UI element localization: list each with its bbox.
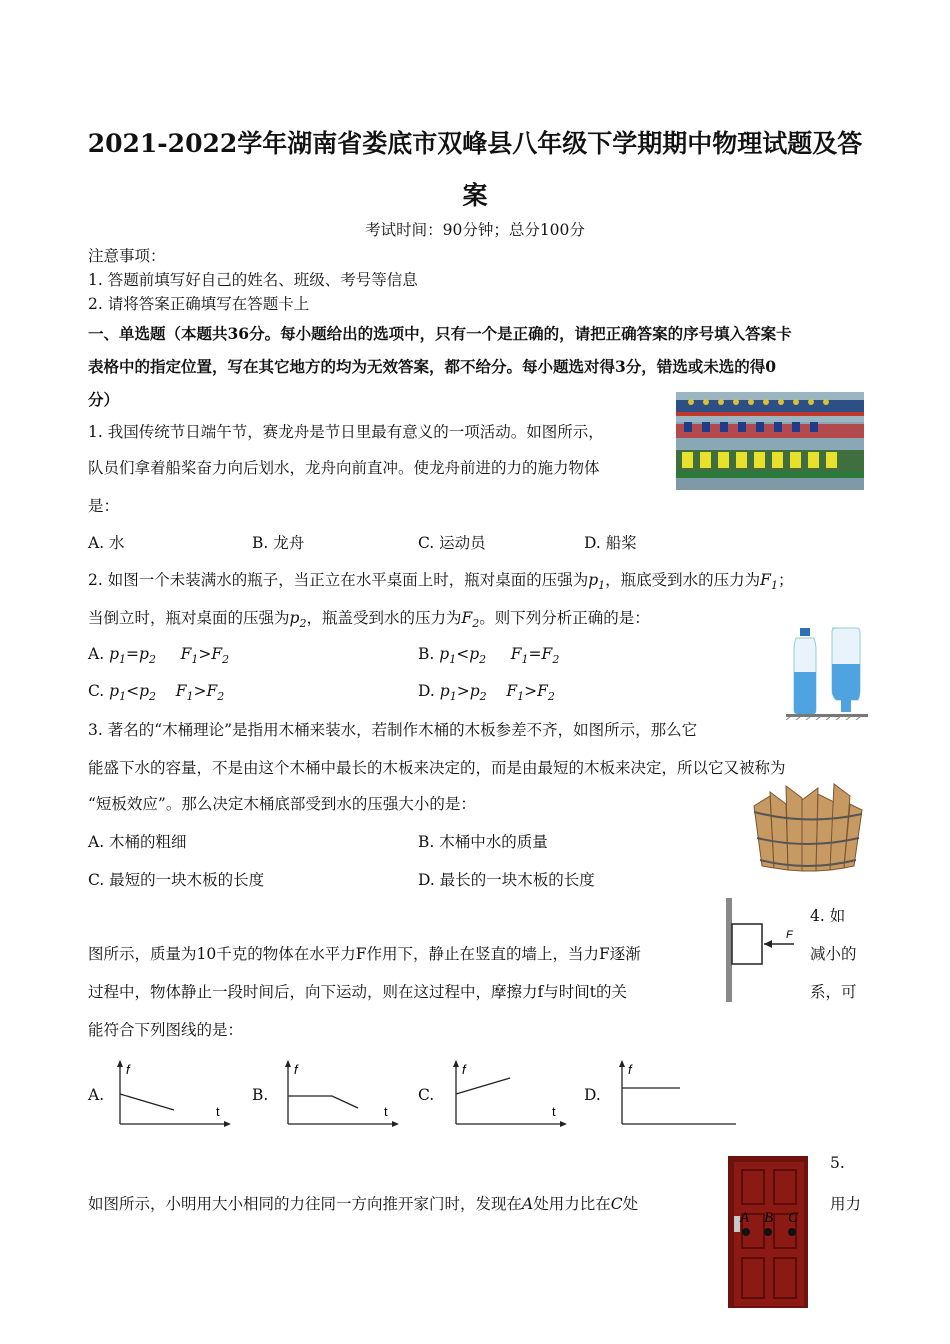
section-heading: 一、单选题（本题共36分。每小题给出的选项中，只有一个是正确的，请把正确答案的序号填入答案卡 <box>88 324 792 343</box>
q4-text-side: 系，可 <box>810 983 857 1001</box>
q1-option-a: A. 水 <box>88 534 125 552</box>
q2-option-c: C. $p_1<p_2$ $F_1>F_2$ <box>88 682 225 704</box>
q4-option-c: C. <box>418 1086 435 1104</box>
dragon-boat-image <box>676 392 864 490</box>
graph-b-line <box>288 1096 358 1108</box>
q4-text-side: 减小的 <box>810 945 857 963</box>
q2-option-d: D. $p_1>p_2$ $F_1>F_2$ <box>418 682 555 704</box>
q2-option-b: B. $p_1<p_2$ $F_1=F_2$ <box>418 645 560 667</box>
q4-text: 能符合下列图线的是： <box>88 1021 244 1039</box>
notice-item: 1. 答题前填写好自己的姓名、班级、考号等信息 <box>88 271 418 289</box>
q1-option-c: C. 运动员 <box>418 534 486 552</box>
q1-option-b: B. 龙舟 <box>252 534 305 552</box>
q3-text: “短板效应”。那么决定木桶底部受到水的压强大小的是： <box>88 795 476 813</box>
door-image <box>726 1154 810 1310</box>
notice-item: 2. 请将答案正确填写在答题卡上 <box>88 295 310 313</box>
q3-option-a: A. 木桶的粗细 <box>88 833 187 851</box>
q4-option-d: D. <box>584 1086 601 1104</box>
t-axis-label: t <box>216 1104 220 1119</box>
q3-text: 能盛下水的容量，不是由这个木桶中最长的木板来决定的，而是由最短的木板来决定，所以它又被称为 <box>88 759 786 777</box>
q5-number: 5. <box>830 1154 845 1172</box>
point-b-dot <box>764 1228 772 1236</box>
wooden-bucket-image <box>748 782 866 874</box>
section-heading: 表格中的指定位置，写在其它地方的均为无效答案，都不给分。每小题选对得3分，错选或未选的得0 <box>88 357 777 376</box>
graph-d <box>614 1058 740 1128</box>
q4-text: 过程中，物体静止一段时间后，向下运动，则在这过程中，摩擦力f与时间t的关 <box>88 983 627 1001</box>
q4-number: 4. 如 <box>810 907 846 925</box>
q3-option-d: D. 最长的一块木板的长度 <box>418 871 595 889</box>
q2-text: 当倒立时，瓶对桌面的压强为$p_2$，瓶盖受到水的压力为$F_2$。则下列分析正确的是： <box>88 609 650 631</box>
q5-text-side: 用力 <box>830 1195 862 1213</box>
graph-b <box>280 1058 400 1128</box>
graph-c-line <box>456 1078 510 1094</box>
q3-option-b: B. 木桶中水的质量 <box>418 833 548 851</box>
f-axis-label: f <box>126 1062 130 1077</box>
f-axis-label: f <box>462 1062 466 1077</box>
notice-label: 注意事项： <box>88 247 166 265</box>
f-axis-label: f <box>294 1062 298 1077</box>
q1-text: 是： <box>88 497 120 515</box>
q5-text: 如图所示，小明用大小相同的力往同一方向推开家门时，发现在A处用力比在C处 <box>88 1195 639 1213</box>
page-title-cont: 案 <box>462 181 488 210</box>
door-label-c: C <box>788 1210 799 1226</box>
point-a-dot <box>742 1228 750 1236</box>
graph-c <box>448 1058 568 1128</box>
q1-text: 1. 我国传统节日端午节，赛龙舟是节日里最有意义的一项活动。如图所示， <box>88 423 604 441</box>
page-title: 2021-2022学年湖南省娄底市双峰县八年级下学期期中物理试题及答 <box>87 129 863 158</box>
q1-text: 队员们拿着船桨奋力向后划水，龙舟向前直冲。使龙舟前进的力的施力物体 <box>88 459 600 477</box>
t-axis-label: t <box>552 1104 556 1119</box>
door-label-a: A <box>740 1210 750 1226</box>
graph-a-line <box>120 1094 174 1110</box>
q4-text: 图所示，质量为10千克的物体在水平力F作用下，静止在竖直的墙上，当力F逐渐 <box>88 945 641 963</box>
q1-option-d: D. 船桨 <box>584 534 637 552</box>
q3-text: 3. 著名的“木桶理论”是指用木桶来装水，若制作木桶的木板参差不齐，如图所示，那么它 <box>88 721 698 739</box>
graph-a <box>112 1058 232 1128</box>
force-label: F <box>786 929 793 941</box>
door-label-b: B <box>764 1210 774 1226</box>
section-heading: 分） <box>88 390 120 409</box>
q2-option-a: A. $p_1=p_2$ $F_1>F_2$ <box>88 645 230 667</box>
f-axis-label: f <box>628 1062 632 1077</box>
t-axis-label: t <box>384 1104 388 1119</box>
exam-subtitle: 考试时间：90分钟；总分100分 <box>365 221 585 239</box>
wall-block-diagram <box>724 898 804 1002</box>
bottles-image <box>786 624 868 720</box>
point-c-dot <box>788 1228 796 1236</box>
q4-option-a: A. <box>88 1086 105 1104</box>
q4-option-b: B. <box>252 1086 269 1104</box>
q2-text: 2. 如图一个未装满水的瓶子，当正立在水平桌面上时，瓶对桌面的压强为$p_1$，瓶底受到水的压力为$F_1$； <box>88 571 794 593</box>
q3-option-c: C. 最短的一块木板的长度 <box>88 871 265 889</box>
